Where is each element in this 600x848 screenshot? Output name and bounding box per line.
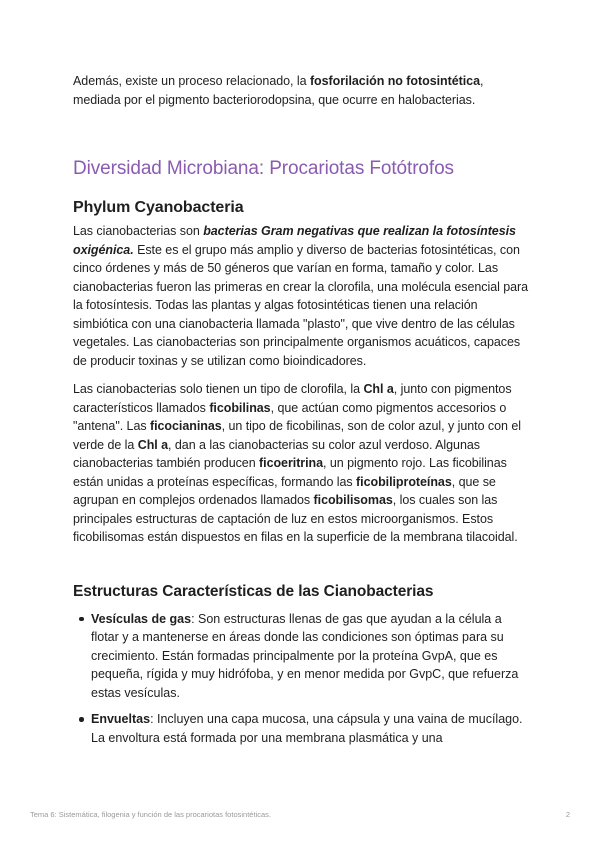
section-title: Diversidad Microbiana: Procariotas Fotótrofos: [73, 158, 454, 179]
structures-list: [73, 610, 529, 748]
subsection-title-cyanobacteria: Phylum Cyanobacteria: [73, 199, 244, 216]
bold-term: ficobilinas: [209, 400, 271, 415]
paragraph-pigments: [73, 380, 529, 547]
bullet-icon: [79, 617, 84, 622]
text-span: , que actúan como pigmentos accesorios o "antena". Las: [73, 400, 507, 433]
text-span: Las cianobacterias solo tienen un tipo de clorofila, la: [73, 382, 364, 396]
bold-term: ficocianinas: [149, 419, 222, 433]
paragraph-cyanobacteria-intro: [73, 222, 529, 370]
text-span: , los cuales son las principales estructuras de captación de luz en estos microorganismos. Estos ficobilisomas están dispuestos en filas en la superficie de la membrana tilacoidal.: [73, 493, 518, 544]
intro-paragraph: [73, 72, 529, 109]
page-content: [73, 72, 529, 755]
list-item-gas-vesicles: [73, 610, 529, 703]
bold-term: Chl a: [363, 382, 394, 396]
intro-bold-term: fosforilación no fotosintética: [309, 74, 480, 88]
text-span: , que se agrupan en complejos ordenados llamados: [73, 474, 496, 507]
text-span: Las cianobacterias son: [73, 224, 204, 238]
text-span: , un pigmento rojo. Las ficobilinas están unidas a proteínas específicas, formando las: [73, 456, 507, 489]
footer-text: Tema 6: Sistemática, filogenia y función de las procariotas fotosintéticas.: [30, 810, 271, 819]
text-span: , junto con pigmentos característicos llamados: [73, 382, 512, 415]
text-span: , un tipo de ficobilinas, son de color azul, y junto con el verde de la: [73, 419, 521, 452]
list-item-envelopes: [73, 710, 529, 747]
bullet-icon: [79, 717, 84, 722]
bold-term: Chl a: [137, 437, 169, 452]
list-item-label: Envueltas: [91, 712, 151, 726]
page-footer: [30, 810, 570, 819]
bold-term: ficobilisomas: [313, 493, 393, 507]
list-item-label: Vesículas de gas: [91, 611, 192, 626]
page-number: 2: [565, 810, 570, 819]
text-span: , dan a las cianobacterias su color azul verdoso. Algunas cianobacterias también producen: [73, 437, 480, 470]
list-item-text: : Incluyen una capa mucosa, una cápsula y una vaina de mucílago. La envoltura está formada por una membrana plasmática y una: [91, 712, 523, 745]
subsection-title-structures: Estructuras Características de las Cianobacterias: [73, 582, 434, 600]
intro-text: Además, existe un proceso relacionado, la: [73, 74, 310, 88]
bold-term: ficobiliproteínas: [356, 474, 452, 489]
intro-text-end: , mediada por el pigmento bacteriorodopsina, que ocurre en halobacterias.: [73, 74, 484, 107]
bold-italic-term: bacterias Gram negativas que realizan la fotosíntesis oxigénica.: [73, 224, 516, 257]
list-item-text: : Son estructuras llenas de gas que ayudan a la célula a flotar y a mantenerse en áreas donde las condiciones son óptimas para su crecimiento. Están formadas principalmente por la proteína GvpA, que es pequeña, rígida y muy hidrófoba, y en menor medida por GvpC, que refuerza estas vesículas.: [91, 611, 519, 700]
bold-term: ficoeritrina: [259, 456, 324, 470]
text-span: Este es el grupo más amplio y diverso de bacterias fotosintéticas, con cinco órdenes y más de 50 géneros que varían en forma, tamaño y color. Las cianobacterias fueron las primeras en crear la clorofila, una molécula esencial para la fotosíntesis. Todas las plantas y algas fotosintéticas tienen una relación simbiótica con una cianobacteria llamada "plasto", que vive dentro de las células vegetales. Las cianobacterias son principalmente organismos acuáticos, capaces de producir toxinas y se utilizan como bioindicadores.: [73, 242, 529, 368]
